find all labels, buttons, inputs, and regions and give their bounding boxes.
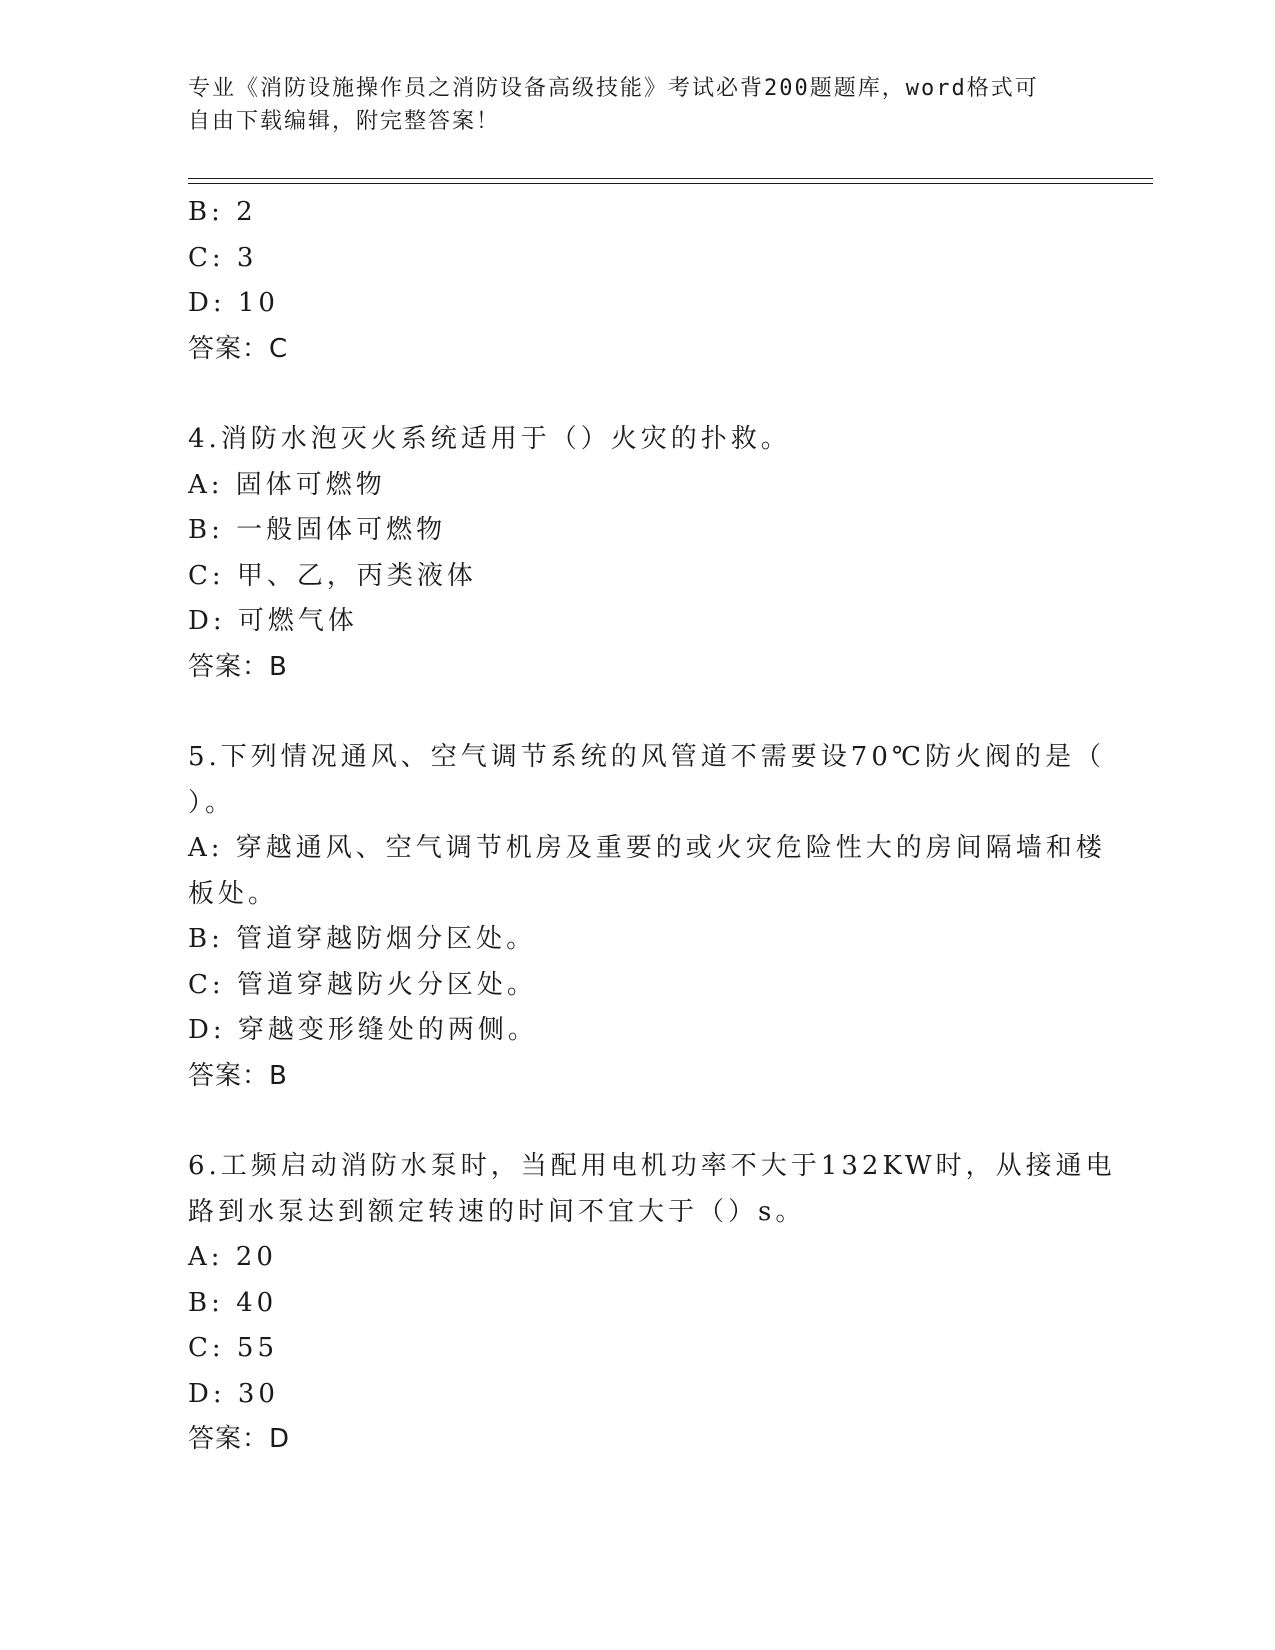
question-text-line-1: 5.下列情况通风、空气调节系统的风管道不需要设70℃防火阀的是（ [188, 742, 1105, 772]
option-b: B: 一般固体可燃物 [188, 515, 447, 545]
option-d: D: 可燃气体 [188, 606, 358, 636]
header-rule-bottom [188, 183, 1153, 184]
question-content [188, 190, 1116, 1463]
option-a-line-2: 板处。 [188, 878, 279, 909]
header-title-line-2: 自由下载编辑，附完整答案！ [188, 109, 501, 134]
spacer [188, 1099, 1088, 1144]
question-3 [188, 190, 1088, 372]
option-a: A: 固体可燃物 [188, 469, 386, 500]
question-text-line-2: 路到水泵达到额定转速的时间不宜大于（）s。 [188, 1196, 806, 1227]
spacer [188, 372, 1088, 417]
page-header [188, 72, 1068, 138]
option-c: C: 甲、乙，丙类液体 [188, 560, 477, 591]
option-d: D: 穿越变形缝处的两侧。 [188, 1015, 538, 1045]
answer-line: 答案：C [188, 333, 289, 364]
question-text-line-2: ）。 [188, 787, 236, 818]
option-c: C: 3 [188, 242, 258, 273]
question-4 [188, 417, 1088, 690]
option-d: D: 30 [188, 1378, 279, 1409]
option-a-line-1: A: 穿越通风、空气调节机房及重要的或火灾危险性大的房间隔墙和楼 [188, 833, 1106, 863]
question-6 [188, 1144, 1116, 1463]
option-b: B: 2 [188, 197, 257, 227]
option-a: A: 20 [188, 1242, 277, 1272]
answer-line: 答案：B [188, 651, 288, 682]
option-b: B: 40 [188, 1287, 278, 1318]
question-5 [188, 735, 1106, 1099]
question-text-line-1: 6.工频启动消防水泵时，当配用电机功率不大于132KW时，从接通电 [188, 1151, 1116, 1181]
option-d: D: 10 [188, 288, 279, 318]
header-rule-top [188, 178, 1153, 179]
option-b: B: 管道穿越防烟分区处。 [188, 924, 537, 954]
answer-line: 答案：D [188, 1424, 291, 1454]
option-c: C: 55 [188, 1333, 279, 1363]
header-title-line-1: 专业《消防设施操作员之消防设备高级技能》考试必背200题题库，word格式可 [188, 76, 1039, 101]
option-c: C: 管道穿越防火分区处。 [188, 969, 537, 1000]
spacer [188, 690, 1088, 735]
answer-line: 答案：B [188, 1060, 288, 1091]
question-text: 4.消防水泡灭火系统适用于（）火灾的扑救。 [188, 424, 791, 454]
